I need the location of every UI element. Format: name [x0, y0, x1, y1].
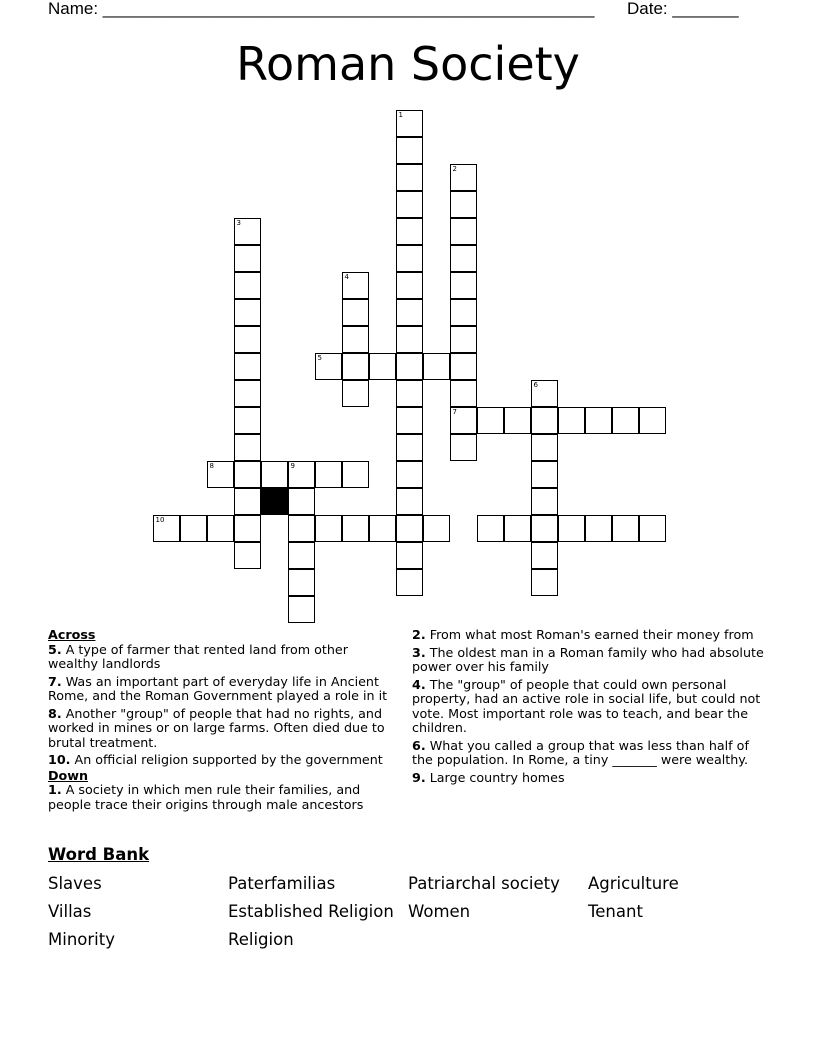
crossword-cell[interactable] — [450, 434, 477, 461]
clue-number: 9. — [412, 769, 426, 785]
clue-across-10 — [48, 753, 398, 768]
word-bank-title: Word Bank — [48, 845, 150, 864]
page-title: Roman Society — [236, 37, 580, 91]
crossword-cell[interactable] — [234, 353, 261, 380]
clues-right-column — [412, 628, 768, 788]
clue-number-label: 1 — [398, 110, 403, 119]
clue-number-label: 10 — [155, 515, 165, 524]
crossword-cell[interactable] — [234, 461, 261, 488]
crossword-cell[interactable] — [531, 569, 558, 596]
crossword-cell[interactable] — [234, 515, 261, 542]
word-bank-item: Religion — [228, 930, 294, 949]
crossword-cell[interactable] — [234, 245, 261, 272]
crossword-cell[interactable] — [234, 326, 261, 353]
down-heading: Down — [48, 767, 89, 783]
clue-text: Another "group" of people that had no rights, and worked in mines or on large farms. Often died due to brutal treatment. — [48, 705, 385, 750]
crossword-cell[interactable] — [288, 461, 315, 488]
crossword-cell[interactable] — [288, 542, 315, 569]
crossword-cell[interactable] — [396, 434, 423, 461]
crossword-cell[interactable] — [369, 353, 396, 380]
crossword-cell[interactable] — [477, 515, 504, 542]
clue-down-6 — [412, 739, 768, 768]
crossword-cell[interactable] — [342, 353, 369, 380]
word-bank-item: Villas — [48, 902, 92, 921]
crossword-cell[interactable] — [261, 461, 288, 488]
crossword-cell[interactable] — [234, 488, 261, 515]
crossword-cell[interactable] — [477, 407, 504, 434]
clue-number: 7. — [48, 673, 62, 689]
clues-left-column — [48, 628, 398, 815]
clue-across-7 — [48, 675, 398, 704]
crossword-cell[interactable] — [450, 380, 477, 407]
crossword-cell[interactable] — [396, 380, 423, 407]
crossword-cell[interactable] — [396, 110, 423, 137]
crossword-cell[interactable] — [639, 407, 666, 434]
crossword-cell[interactable] — [396, 272, 423, 299]
crossword-cell[interactable] — [396, 407, 423, 434]
clue-number: 1. — [48, 782, 62, 797]
clue-number-label: 2 — [452, 164, 457, 173]
crossword-cell[interactable] — [450, 353, 477, 380]
clue-down-4 — [412, 678, 768, 736]
crossword-cell[interactable] — [234, 380, 261, 407]
crossword-cell[interactable] — [234, 299, 261, 326]
word-bank-item: Slaves — [48, 874, 102, 893]
clue-text: Large country homes — [429, 769, 565, 785]
crossword-cell[interactable] — [234, 542, 261, 569]
crossword-cell[interactable] — [342, 461, 369, 488]
crossword-cell[interactable] — [504, 515, 531, 542]
clue-down-1 — [48, 783, 398, 812]
clue-number-label: 6 — [533, 380, 538, 389]
crossword-cell[interactable] — [234, 434, 261, 461]
crossword-cell[interactable] — [558, 515, 585, 542]
crossword-cell[interactable] — [450, 272, 477, 299]
name-field-line: Name: ____________________________________________________ — [48, 0, 595, 18]
clue-number: 2. — [412, 627, 426, 642]
crossword-cell[interactable] — [504, 407, 531, 434]
crossword-cell[interactable] — [585, 515, 612, 542]
clue-number: 8. — [48, 705, 62, 721]
crossword-cell[interactable] — [288, 596, 315, 623]
crossword-cell[interactable] — [396, 137, 423, 164]
crossword-cell[interactable] — [396, 164, 423, 191]
clue-number: 6. — [412, 737, 426, 753]
crossword-cell[interactable] — [396, 542, 423, 569]
clue-number: 3. — [412, 644, 426, 660]
crossword-cell[interactable] — [396, 191, 423, 218]
clue-number-label: 8 — [209, 461, 214, 470]
clue-down-3 — [412, 646, 768, 675]
crossword-cell[interactable] — [288, 515, 315, 542]
crossword-cell[interactable] — [396, 515, 423, 542]
crossword-cell[interactable] — [396, 353, 423, 380]
crossword-cell[interactable] — [639, 515, 666, 542]
crossword-cell[interactable] — [450, 218, 477, 245]
crossword-cell[interactable] — [207, 461, 234, 488]
crossword-cell[interactable] — [342, 515, 369, 542]
clue-down-2 — [412, 628, 768, 643]
crossword-cell[interactable] — [450, 245, 477, 272]
crossword-cell[interactable] — [207, 515, 234, 542]
crossword-cell[interactable] — [612, 515, 639, 542]
clue-text: The "group" of people that could own personal property, had an active role in social life, but could not vote. Most important role was to teach, and bear the children. — [412, 676, 761, 735]
crossword-cell[interactable] — [396, 461, 423, 488]
across-heading: Across — [48, 627, 96, 642]
date-field-line: Date: _______ — [627, 0, 739, 18]
crossword-cell[interactable] — [234, 272, 261, 299]
crossword-cell[interactable] — [450, 326, 477, 353]
clue-across-8 — [48, 707, 398, 751]
clue-number-label: 4 — [344, 272, 349, 281]
clue-text: What you called a group that was less than half of the population. In Rome, a tiny _______ were wealthy. — [412, 737, 749, 767]
crossword-cell[interactable] — [153, 515, 180, 542]
crossword-cell[interactable] — [450, 164, 477, 191]
clue-number-label: 3 — [236, 218, 241, 227]
crossword-cell[interactable] — [288, 569, 315, 596]
crossword-cell[interactable] — [342, 326, 369, 353]
clue-number-label: 5 — [317, 353, 322, 362]
clue-text: The oldest man in a Roman family who had absolute power over his family — [412, 644, 764, 674]
crossword-cell[interactable] — [315, 353, 342, 380]
clue-number-label: 7 — [452, 407, 457, 416]
crossword-cell[interactable] — [288, 488, 315, 515]
crossword-cell[interactable] — [234, 407, 261, 434]
crossword-cell[interactable] — [450, 407, 477, 434]
crossword-cell[interactable] — [450, 299, 477, 326]
clue-number: 4. — [412, 676, 426, 692]
crossword-cell[interactable] — [531, 407, 558, 434]
crossword-cell[interactable] — [531, 488, 558, 515]
clue-down-9 — [412, 771, 768, 786]
crossword-cell[interactable] — [450, 191, 477, 218]
crossword-cell[interactable] — [585, 407, 612, 434]
crossword-cell[interactable] — [612, 407, 639, 434]
crossword-cell[interactable] — [423, 353, 450, 380]
crossword-black-cell — [261, 488, 288, 515]
crossword-cell[interactable] — [342, 299, 369, 326]
crossword-cell[interactable] — [396, 488, 423, 515]
clue-text: From what most Roman's earned their money from — [429, 627, 754, 642]
crossword-cell[interactable] — [423, 515, 450, 542]
clue-number: 5. — [48, 641, 62, 657]
crossword-cell[interactable] — [396, 569, 423, 596]
clue-text: A type of farmer that rented land from other wealthy landlords — [48, 641, 348, 671]
crossword-cell[interactable] — [531, 542, 558, 569]
crossword-cell[interactable] — [315, 515, 342, 542]
crossword-cell[interactable] — [396, 299, 423, 326]
clue-text: An official religion supported by the government — [74, 752, 383, 767]
crossword-cell[interactable] — [531, 515, 558, 542]
crossword-cell[interactable] — [396, 245, 423, 272]
crossword-cell[interactable] — [396, 218, 423, 245]
crossword-cell[interactable] — [558, 407, 585, 434]
crossword-cell[interactable] — [369, 515, 396, 542]
word-bank-item: Tenant — [588, 902, 643, 921]
crossword-cell[interactable] — [342, 380, 369, 407]
clue-text: A society in which men rule their families, and people trace their origins through male ancestors — [48, 782, 364, 812]
word-bank-item: Paterfamilias — [228, 874, 336, 893]
crossword-cell[interactable] — [234, 218, 261, 245]
crossword-cell[interactable] — [531, 461, 558, 488]
crossword-cell[interactable] — [396, 326, 423, 353]
word-bank-item: Established Religion — [228, 902, 394, 921]
crossword-cell[interactable] — [315, 461, 342, 488]
word-bank-item: Women — [408, 902, 471, 921]
crossword-cell[interactable] — [531, 434, 558, 461]
word-bank-item: Patriarchal society — [408, 874, 560, 893]
clue-across-5 — [48, 643, 398, 672]
crossword-cell[interactable] — [531, 380, 558, 407]
word-bank-item: Minority — [48, 930, 115, 949]
clue-text: Was an important part of everyday life in Ancient Rome, and the Roman Government played a role in it — [48, 673, 388, 703]
crossword-cell[interactable] — [342, 272, 369, 299]
clue-number-label: 9 — [290, 461, 295, 470]
word-bank-item: Agriculture — [588, 874, 679, 893]
clue-number: 10. — [48, 752, 71, 767]
crossword-cell[interactable] — [180, 515, 207, 542]
